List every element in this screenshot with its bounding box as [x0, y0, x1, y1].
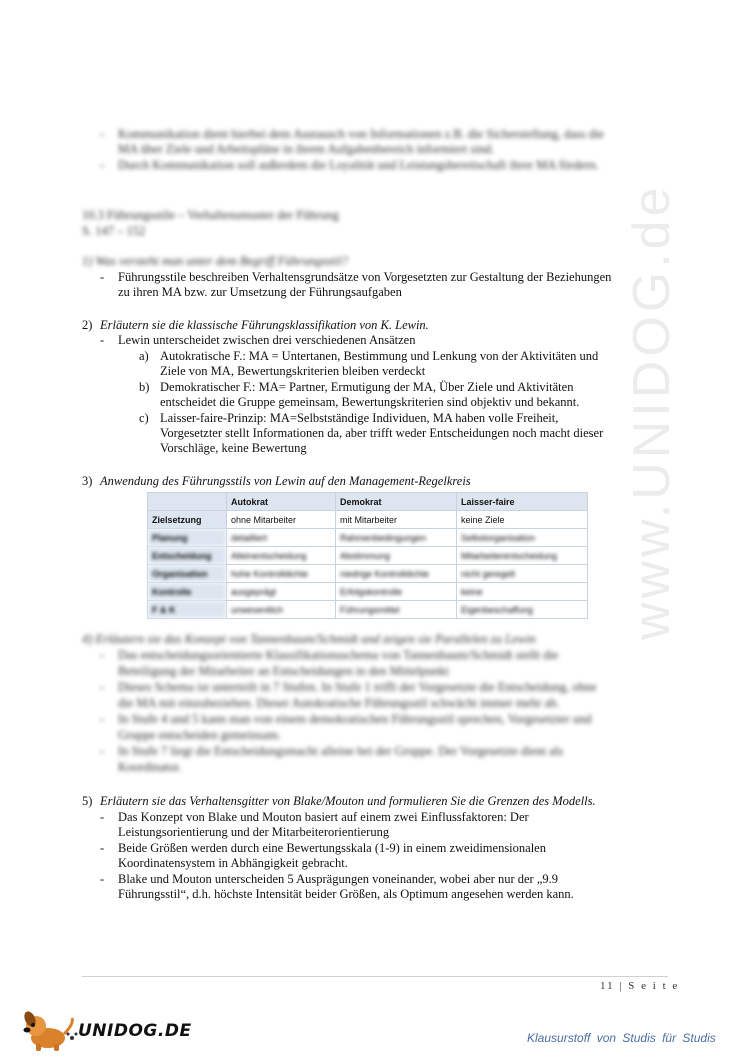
table-header-row	[148, 493, 588, 511]
list-marker: b)	[139, 380, 150, 394]
list-item-line: Laisser-faire-Prinzip: MA=Selbstständige Individuen, MA haben volle Freiheit,	[160, 411, 559, 425]
table-cell: keine Ziele	[457, 511, 588, 529]
bullet-dash: -	[100, 810, 105, 824]
bullet-dash: -	[100, 333, 105, 347]
bullet-dash: -	[100, 680, 105, 694]
table-cell: detailliert	[227, 529, 336, 547]
table-row-head: Entscheidung	[148, 547, 227, 565]
table-header-cell: Demokrat	[336, 493, 457, 511]
q2-question: Erläutern sie die klassische Führungsklassifikation von K. Lewin.	[100, 318, 429, 332]
table-cell: Erfolgskontrolle	[336, 583, 457, 601]
table-row-head: Organisation	[148, 565, 227, 583]
table-cell: niedrige Kontrolldichte	[336, 565, 457, 583]
table-cell: mit Mitarbeiter	[336, 511, 457, 529]
list-item-line: Vorschläge, keine Bewertung	[160, 441, 307, 455]
table-header-cell: Autokrat	[227, 493, 336, 511]
bullet-dash: -	[100, 712, 105, 726]
q5-bullet-line: Das Konzept von Blake und Mouton basiert auf einem zwei Einflussfaktoren: Der	[118, 810, 529, 824]
table-cell: Eigenbeschaffung	[457, 601, 588, 619]
table-cell: unwesentlich	[227, 601, 336, 619]
footer-divider	[82, 976, 668, 977]
table-cell: hohe Kontrolldichte	[227, 565, 336, 583]
page-number: 11 | S e i t e	[600, 980, 680, 992]
q5-bullet-line: Führungsstil“, d.h. höchste Intensität beider Größen, als Optimum angesehen werden kann.	[118, 887, 574, 901]
table-row	[148, 529, 588, 547]
table-cell: keine	[457, 583, 588, 601]
table-cell: nicht geregelt	[457, 565, 588, 583]
table-cell: Rahmenbedingungen	[336, 529, 457, 547]
bullet-dash: -	[100, 127, 105, 141]
bullet-dash: -	[100, 744, 105, 758]
q3-number: 3)	[82, 474, 93, 488]
blurred-line: MA über Ziele und Arbeitspläne in ihrem Aufgabenbereich informiert sind.	[118, 142, 495, 156]
table-cell: ohne Mitarbeiter	[227, 511, 336, 529]
list-item-line: Vorgesetzter stellt Informationen da, aber trifft weder Entscheidungen noch macht dieser	[160, 426, 604, 440]
q1-answer-line: zu ihren MA bzw. zur Umsetzung der Führungsaufgaben	[118, 285, 402, 299]
table-row	[148, 547, 588, 565]
blurred-line: Kommunikation dient hierbei dem Austausch von Informationen z.B. die Sicherstellung, dass die	[118, 127, 605, 141]
q3-question: Anwendung des Führungsstils von Lewin auf den Management-Regelkreis	[100, 474, 471, 488]
table-row	[148, 583, 588, 601]
blurred-line: Koordinator.	[118, 760, 182, 774]
unidog-logo	[22, 1008, 192, 1052]
bullet-dash: -	[100, 270, 105, 284]
bullet-dash: -	[100, 872, 105, 886]
list-item-line: Autokratische F.: MA = Untertanen, Bestimmung und Lenkung von der Aktivitäten und	[160, 349, 599, 363]
table-row	[148, 565, 588, 583]
list-marker: a)	[139, 349, 149, 363]
q5-bullet-line: Blake und Mouton unterscheiden 5 Ausprägungen voneinander, wobei aber nur der „9.9	[118, 872, 559, 886]
table-row-head: F & K	[148, 601, 227, 619]
footer-tagline: Klausurstoff von Studis für Studis	[527, 1031, 716, 1045]
table-cell: Mitarbeiterentscheidung	[457, 547, 588, 565]
q2-intro: Lewin unterscheidet zwischen drei verschiedenen Ansätzen	[118, 333, 416, 347]
bullet-dash: -	[100, 158, 105, 172]
table-row-head: Planung	[148, 529, 227, 547]
table-cell: ausgeprägt	[227, 583, 336, 601]
q5-bullet-line: Leistungsorientierung und der Mitarbeiterorientierung	[118, 825, 390, 839]
logo-text: UNIDOG.DE	[78, 1021, 192, 1041]
table-row	[148, 601, 588, 619]
table-row-head: Kontrolle	[148, 583, 227, 601]
q1-answer-line: Führungsstile beschreiben Verhaltensgrundsätze von Vorgesetzten zur Gestaltung der Beziehungen	[118, 270, 612, 284]
blurred-line: In Stufe 4 und 5 kann man von einem demokratischen Führungsstil sprechen, Vorgesetzter und	[118, 712, 592, 726]
table-cell: Selbstorganisation	[457, 529, 588, 547]
q4-question: 4) Erläutern sie das Konzept von Tannenbaum/Schmidt und zeigen sie Parallelen zu Lewin	[82, 632, 536, 646]
q5-bullet-line: Beide Größen werden durch eine Bewertungsskala (1-9) in einem zweidimensionalen	[118, 841, 546, 855]
watermark: www.UNIDOG.de	[623, 183, 681, 640]
blurred-line: die MA mit einzubeziehen. Dieser Autokratische Führungsstil schwächt immer mehr ab.	[118, 696, 560, 710]
bullet-dash: -	[100, 841, 105, 855]
section-pages: S. 147 – 152	[82, 224, 146, 238]
dog-icon	[22, 1008, 82, 1052]
table-row	[148, 511, 588, 529]
bullet-dash: -	[100, 648, 105, 662]
table-header-cell	[148, 493, 227, 511]
blurred-line: Dieses Schema ist unterteilt in 7 Stufen. In Stufe 1 trifft der Vorgesetzte die Entscheidung, ohne	[118, 680, 597, 694]
list-item-line: Ziele von MA, Bewertungskriterien bleiben verdeckt	[160, 364, 426, 378]
q2-number: 2)	[82, 318, 93, 332]
table-header-cell: Laisser-faire	[457, 493, 588, 511]
blurred-line: Gruppe entscheiden gemeinsam.	[118, 728, 281, 742]
q5-number: 5)	[82, 794, 93, 808]
section-heading: 10.3 Führungsstile – Verhaltensmuster der Führung	[82, 208, 339, 222]
list-item-line: Demokratischer F.: MA= Partner, Ermutigung der MA, Über Ziele und Aktivitäten	[160, 380, 574, 394]
q5-bullet-line: Koordinatensystem in Abhängigkeit gebracht.	[118, 856, 348, 870]
list-marker: c)	[139, 411, 149, 425]
q1-question: 1) Was versteht man unter dem Begriff Führungsstil?	[82, 254, 348, 268]
table-cell: Führungsmittel	[336, 601, 457, 619]
table-cell: Alleinentscheidung	[227, 547, 336, 565]
lewin-table	[147, 492, 588, 619]
blurred-line: Das entscheidungsorientierte Klassifikationsschema von Tannenbaum/Schmidt stellt die	[118, 648, 559, 662]
blurred-line: In Stufe 7 liegt die Entscheidungsmacht alleine bei der Gruppe. Der Vorgesetzte dient als	[118, 744, 564, 758]
blurred-line: Durch Kommunikation soll außerdem die Loyalität und Leistungsbereitschaft ihrer MA fördern.	[118, 158, 599, 172]
table-cell: Abstimmung	[336, 547, 457, 565]
list-item-line: entscheidet die Gruppe gemeinsam, Bewertungskriterien sind objektiv und bekannt.	[160, 395, 580, 409]
q5-question: Erläutern sie das Verhaltensgitter von Blake/Mouton und formulieren Sie die Grenzen des Modells.	[100, 794, 596, 808]
table-row-head: Zielsetzung	[148, 511, 227, 529]
blurred-line: Beteiligung der Mitarbeiter an Entscheidungen in den Mittelpunkt	[118, 664, 449, 678]
